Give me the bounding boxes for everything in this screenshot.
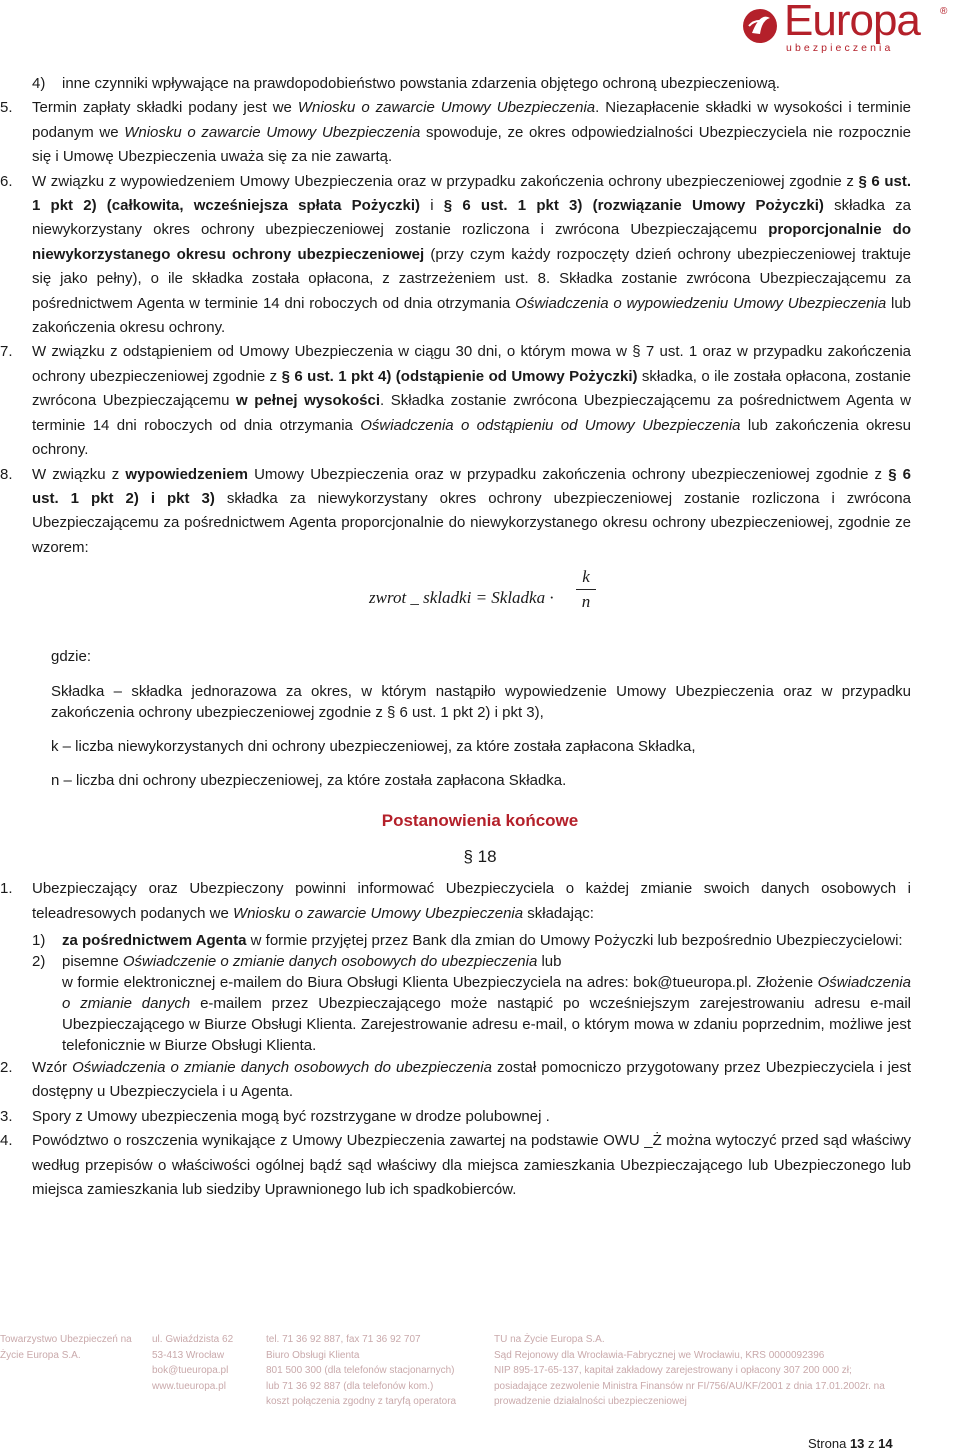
footer-email-link[interactable]: bok@tueuropa.pl [152, 1365, 229, 1376]
sub-item [0, 951, 960, 1056]
list-item [0, 1105, 960, 1129]
footer-line: koszt połączenia zgodny z taryfą operatora [266, 1396, 457, 1407]
item-text: Ubezpieczający oraz Ubezpieczony powinni informować Ubezpieczyciela o każdej zmianie swoich danych osobowych i teleadresowych podanych we Wniosku o zawarcie Umowy Ubezpieczenia składając: [32, 880, 911, 922]
footer-line: 53-413 Wrocław [152, 1349, 225, 1361]
sub-item-text: za pośrednictwem Agenta w formie przyjętej przez Bank dla zmian do Umowy Pożyczki lub bezpośrednio Ubezpieczycielowi: [62, 931, 903, 949]
item-text: Termin zapłaty składki podany jest we Wniosku o zawarcie Umowy Ubezpieczenia. Niezapłacenie składki w wysokości i terminie podanym we Wniosku o zawarcie Umowy Ubezpieczenia spowoduje, ze okres odpowiedzialności Ubezpieczyciela nie rozpocznie się i Umowę Ubezpieczenia uważa się za nie zawartą. [32, 99, 912, 166]
item-text: W związku z wypowiedzeniem Umowy Ubezpieczenia oraz w przypadku zakończenia ochrony ubezpieczeniowej zgodnie z § 6 ust. 1 pkt 2) i pkt 3) składka za niewykorzystany okres ochrony ubezpieczeniowej zostanie rozliczona i zwrócona Ubezpieczającemu za pośrednictwem Agenta proporcjonalnie do niewykorzystanego okresu ochrony ubezpieczeniowej, zgodnie ze wzorem: [32, 465, 912, 556]
item-text: W związku z wypowiedzeniem Umowy Ubezpieczenia oraz w przypadku zakończenia ochrony ubezpieczeniowej zgodnie z § 6 ust. 1 pkt 2) (całkowita, wcześniejsza spłata Pożyczki) i § 6 ust. 1 pkt 3) (rozwiązanie Umowy Pożyczki) składka za niewykorzystany okres ochrony ubezpieczeniowej zostanie rozliczona i zwrócona Ubezpieczającemu proporcjonalnie do niewykorzystanego okresu ochrony ubezpieczeniowej (przy czym każdy rozpoczęty dzień ochrony ubezpieczeniowej traktuje się jako pełny), o ile składka została opłacona, z zastrzeżeniem ust. 8. Składka zostanie zwrócona Ubezpieczającemu za pośrednictwem Agenta w terminie 14 dni roboczych od dnia otrzymania Oświadczenia o wypowiedzeniu Umowy Ubezpieczenia lub zakończenia okresu ochrony. [32, 172, 911, 337]
footer-line: 801 500 300 (dla telefonów stacjonarnych) [266, 1365, 455, 1376]
page-separator: z [868, 1436, 875, 1451]
footer-line: NIP 895-17-65-137, kapitał zakładowy zarejestrowany i opłacony 307 200 000 zł; [494, 1365, 852, 1376]
document-body [0, 72, 960, 1202]
footer-line: prowadzenie działalności ubezpieczeniowej [494, 1396, 687, 1407]
item-number: 7. [0, 343, 13, 361]
where-label: gdzie: [51, 648, 92, 666]
item-number: 4) [32, 75, 46, 92]
footer-line: tel. 71 36 92 887, fax 71 36 92 707 [266, 1334, 421, 1345]
list-item [0, 463, 960, 561]
fraction-bar [576, 589, 596, 590]
definition-n: n – liczba dni ochrony ubezpieczeniowej, za które została zapłacona Składka. [51, 772, 567, 790]
definition-k: k – liczba niewykorzystanych dni ochrony ubezpieczeniowej, za które została zapłacona Składka, [51, 738, 696, 756]
footer-line: Towarzystwo Ubezpieczeń na [0, 1334, 132, 1345]
brand-registered-mark: ® [940, 6, 948, 17]
item-number: 4. [0, 1132, 13, 1150]
item-text: Wzór Oświadczenia o zmianie danych osobowych do ubezpieczenia został pomocniczo przygotowany przez Ubezpieczyciela i jest dostępny u Ubezpieczyciela i u Agenta. [32, 1058, 911, 1101]
sub-item-text: pisemne Oświadczenie o zmianie danych osobowych do ubezpieczenia lub w formie elektronicznej e-mailem do Biura Obsługi Klienta Ubezpieczyciela na adres: bok@tueuropa.pl. Złożenie Oświadczenia o zmianie danych e-mailem przez Ubezpieczającego może nastąpić po wcześniejszym zarejestrowaniu adresu e-mail Ubezpieczającego w Biurze Obsługi Klienta. Zarejestrowanie adresu e-mail, o którym mowa w zdaniu poprzednim, możliwe jest telefonicznie w Biurze Obsługi Klienta. [62, 952, 912, 1054]
footer-line: Życie Europa S.A. [0, 1349, 81, 1361]
section-heading: Postanowienia końcowe [381, 811, 579, 831]
footer-address [152, 1332, 233, 1394]
list-item [0, 1056, 960, 1105]
item-number: 6. [0, 172, 13, 190]
page-current: 13 [849, 1436, 865, 1451]
list-item [0, 96, 960, 169]
formula-lhs: zwrot _ skladki = Skladka · [369, 588, 554, 608]
formula-fraction [576, 566, 596, 613]
footer-line: posiadające zezwolenie Ministra Finansów nr FI/756/AU/KF/2001 z dnia 17.01.2002r. na [494, 1380, 885, 1392]
brand-logo [740, 2, 955, 54]
footer-legal [494, 1332, 885, 1410]
item-number: 3. [0, 1107, 13, 1125]
page-number [808, 1436, 893, 1451]
item-text: inne czynniki wpływające na prawdopodobieństwo powstania zdarzenia objętego ochroną ubezpieczeniową. [62, 75, 780, 92]
page-label: Strona [808, 1436, 847, 1451]
sub-item-number: 2) [32, 952, 46, 970]
list-item [0, 72, 960, 96]
page-footer [0, 1332, 960, 1412]
footer-company [0, 1332, 132, 1363]
list-item [0, 1129, 960, 1202]
section-number: § 18 [463, 847, 497, 867]
sub-item [0, 930, 960, 951]
page-total: 14 [878, 1436, 893, 1451]
formula-denominator: n [581, 592, 591, 612]
item-number: 8. [0, 465, 13, 483]
item-text: W związku z odstąpieniem od Umowy Ubezpieczenia w ciągu 30 dni, o którym mowa w § 7 ust. 1 oraz w przypadku zakończenia ochrony ubezpieczeniowej zgodnie z § 6 ust. 1 pkt 4) (odstąpienie od Umowy Pożyczki) składka, o ile została opłacona, zostanie zwrócona Ubezpieczającemu w pełnej wysokości. Składka zostanie zwrócona Ubezpieczającemu za pośrednictwem Agenta w terminie 14 dni roboczych od dnia otrzymania Oświadczenia o odstąpieniu od Umowy Ubezpieczenia lub zakończenia okresu ochrony. [32, 343, 912, 459]
footer-contact [266, 1332, 456, 1410]
europa-logo-mark-icon [740, 6, 780, 46]
item-text: Spory z Umowy ubezpieczenia mogą być rozstrzygane w drodze polubownej . [32, 1107, 550, 1125]
item-text: Powództwo o roszczenia wynikające z Umowy Ubezpieczenia zawartej na podstawie OWU _Ż można wytoczyć przed sąd właściwy według przepisów o właściwości ogólnej bądź sąd właściwy dla miejsca zamieszkania Ubezpieczającego lub Ubezpieczonego lub miejsca zamieszkania lub siedziby Uprawnionego lub ich spadkobierców. [32, 1132, 911, 1198]
footer-line: lub 71 36 92 887 (dla telefonów kom.) [266, 1380, 434, 1392]
list-item [0, 340, 960, 462]
footer-line: Sąd Rejonowy dla Wrocławia-Fabrycznej we Wrocławiu, KRS 0000092396 [494, 1349, 825, 1361]
formula-numerator: k [582, 567, 590, 587]
footer-line: ul. Gwiaździsta 62 [152, 1334, 234, 1345]
item-number: 2. [0, 1058, 13, 1076]
footer-line: Biuro Obsługi Klienta [266, 1349, 360, 1361]
list-item [0, 170, 960, 341]
footer-website-link[interactable]: www.tueuropa.pl [152, 1380, 226, 1392]
item-number: 1. [0, 880, 13, 898]
brand-name: Europa [784, 0, 920, 45]
item-number: 5. [0, 99, 13, 117]
list-item [0, 877, 960, 926]
brand-subtitle: ubezpieczenia [786, 42, 894, 54]
definition-skladka: Składka – składka jednorazowa za okres, w którym nastąpiło wypowiedzenie Umowy Ubezpieczenia oraz w przypadku zakończenia ochrony ubezpieczeniowej zgodnie z § 6 ust. 1 pkt 2) i pkt 3), [51, 683, 911, 722]
refund-formula [0, 560, 960, 640]
footer-line: TU na Życie Europa S.A. [494, 1334, 605, 1345]
sub-item-number: 1) [32, 931, 46, 949]
